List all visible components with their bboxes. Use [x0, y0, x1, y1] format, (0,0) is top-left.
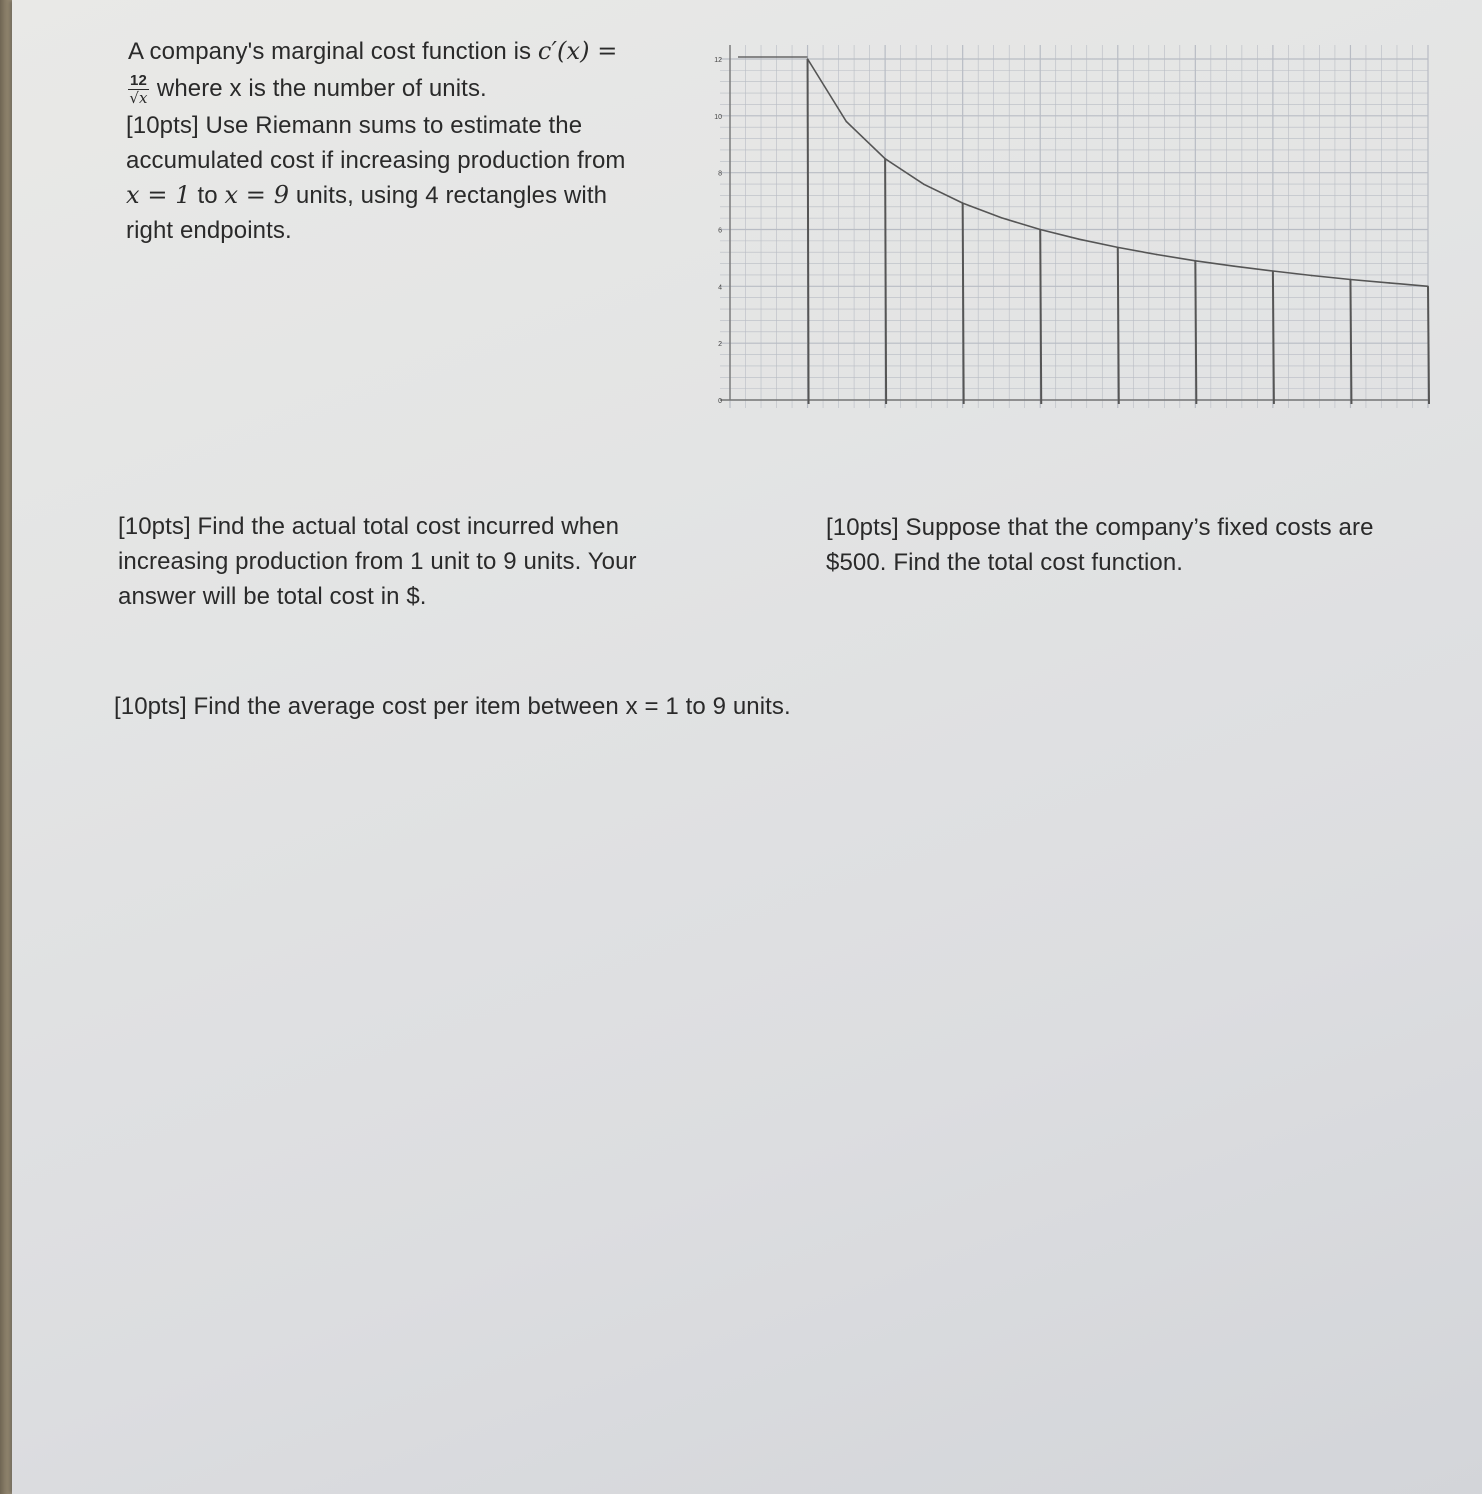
- y-tick-label: 0: [718, 398, 722, 405]
- y-tick-label: 12: [714, 57, 722, 64]
- y-tick-label: 6: [718, 227, 722, 235]
- hand-drawn-vertical-line: [1118, 248, 1119, 404]
- graph-paper-chart: [700, 35, 1440, 420]
- curve-point: [1001, 217, 1003, 219]
- y-tick-label: 8: [718, 170, 722, 178]
- question-3: [826, 510, 1374, 580]
- q1-function-math: c′(x) =: [537, 37, 618, 65]
- curve-point: [1117, 247, 1119, 249]
- q1-line5-rest: units, using 4 rectangles with: [289, 182, 608, 210]
- q3-line2: $500. Find the total cost function.: [826, 549, 1184, 576]
- q1-line3: [10pts] Use Riemann sums to estimate the: [126, 112, 583, 140]
- curve-point: [923, 184, 925, 186]
- question-4: [114, 689, 791, 724]
- q1-to: to: [190, 182, 225, 210]
- curve-point: [1311, 275, 1313, 277]
- hand-drawn-vertical-line: [808, 59, 809, 404]
- q1-line6: right endpoints.: [126, 217, 292, 245]
- question-2: [118, 509, 637, 614]
- curve-point: [807, 58, 809, 60]
- q2-line2: increasing production from 1 unit to 9 units. Your: [118, 548, 637, 575]
- hand-drawn-vertical-line: [885, 159, 886, 404]
- q1-line2: where x is the number of units.: [156, 75, 487, 102]
- q2-line1: [10pts] Find the actual total cost incurred when: [118, 513, 620, 540]
- q1-fraction-denominator: √x: [129, 89, 148, 108]
- hand-drawn-vertical-line: [1195, 261, 1196, 404]
- question-1: [128, 34, 626, 248]
- hand-drawn-vertical-line: [1350, 279, 1351, 404]
- q4-line1: [10pts] Find the average cost per item between x = 1 to 9 units.: [114, 693, 791, 720]
- curve-point: [846, 121, 848, 123]
- curve-point: [1272, 270, 1274, 272]
- q2-line3: answer will be total cost in $.: [118, 583, 427, 610]
- curve-point: [1388, 282, 1390, 284]
- q1-line1-text: A company's marginal cost function is: [128, 38, 538, 65]
- q3-line1: [10pts] Suppose that the company’s fixed costs are: [826, 514, 1374, 541]
- hand-drawn-vertical-line: [1273, 271, 1274, 404]
- curve-point: [962, 202, 964, 204]
- hand-drawn-vertical-line: [1428, 286, 1429, 404]
- q1-fraction-numerator: 12: [130, 72, 147, 90]
- hand-drawn-vertical-line: [1040, 230, 1041, 405]
- q1-line4: accumulated cost if increasing production from: [126, 147, 626, 175]
- y-tick-label: 4: [718, 284, 722, 292]
- curve-point: [1427, 286, 1429, 288]
- q1-math-x9: x = 9: [224, 181, 290, 210]
- curve-point: [1039, 229, 1041, 231]
- curve-point: [1078, 238, 1080, 240]
- q1-math-x1: x = 1: [126, 181, 191, 210]
- q1-fraction: [128, 73, 149, 106]
- curve-point: [1350, 279, 1352, 281]
- curve-point: [1156, 254, 1158, 256]
- hand-drawn-vertical-line: [963, 203, 964, 404]
- curve-point: [884, 158, 886, 160]
- curve-point: [1195, 260, 1197, 262]
- y-tick-label: 10: [714, 113, 722, 121]
- y-tick-label: 2: [718, 341, 722, 349]
- curve-point: [1233, 265, 1235, 267]
